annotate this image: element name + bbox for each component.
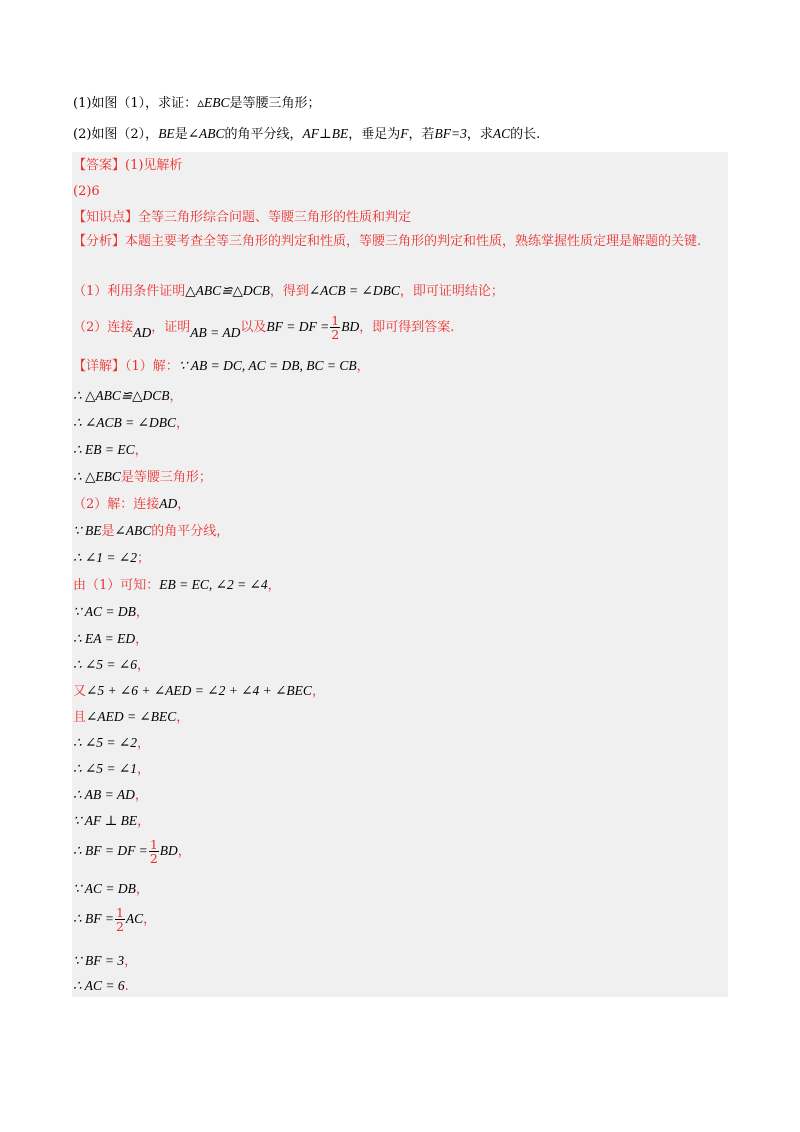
detail-line-5 [73, 468, 212, 487]
math: EB = EC, ∠2 = ∠4 [159, 577, 268, 592]
text: （2）连接 [73, 320, 134, 335]
text: ， [136, 736, 150, 751]
q2-math: F [400, 126, 409, 141]
q1-text-end: 是等腰三角形； [229, 96, 321, 111]
text: ， [177, 844, 191, 859]
text: ， [175, 416, 189, 431]
detail-line-17 [73, 786, 148, 805]
text: ， [134, 443, 148, 458]
answer-result-line: (2)6 [73, 184, 100, 199]
analysis-paragraph: 【分析】本题主要考查全等三角形的判定和性质，等腰三角形的判定和性质，熟练掌握性质定理是解题的关键. [73, 234, 702, 249]
text: 又 [73, 684, 87, 699]
detail-line-12 [73, 656, 150, 675]
text: ，即可证明结论； [399, 284, 504, 299]
detail-line-2 [73, 387, 183, 406]
question-part-1 [73, 93, 320, 114]
text: ， [137, 814, 151, 829]
q1-math: ▵EBC [197, 95, 230, 110]
detail-line-14 [73, 708, 189, 727]
math: ∵ AC = DB [73, 881, 136, 896]
knowledge-point-line: 【知识点】全等三角形综合问题、等腰三角形的性质和判定 [73, 210, 412, 225]
text: ， [311, 684, 325, 699]
math: ∴ BF = [73, 911, 114, 926]
detail-line-23 [73, 977, 129, 996]
analysis-step-2 [73, 314, 454, 341]
text: ， [136, 658, 150, 673]
q2-text: ，若 [408, 127, 435, 142]
math: ∠ABC [114, 523, 152, 538]
math: AD [133, 325, 152, 340]
detail-line-21 [73, 906, 156, 933]
text: ， [356, 359, 370, 374]
math: BF = DF = [266, 319, 330, 334]
math: ∠ACB = ∠DBC [308, 283, 400, 298]
detail-line-4 [73, 441, 148, 460]
detail-line-11 [73, 630, 148, 649]
math: ∴ ∠5 = ∠6 [73, 657, 137, 672]
text: ， [177, 497, 191, 512]
q2-text: (2)如图（2）， [73, 127, 159, 142]
text: （2）解：连接 [73, 497, 160, 512]
text: ， [136, 762, 150, 777]
detail-line-16 [73, 760, 150, 779]
fraction-numerator: 1 [115, 905, 124, 920]
text: ， [267, 578, 281, 593]
fraction-denominator: 2 [115, 919, 124, 934]
math: ∵ BE [73, 523, 102, 538]
math: ∴ △EBC [73, 469, 121, 484]
q2-math: AF⊥BE [302, 126, 349, 141]
detail-line-15 [73, 734, 150, 753]
detail-line-3 [73, 414, 189, 433]
q1-text: (1)如图（1），求证： [73, 96, 198, 111]
text: ； [136, 551, 150, 566]
math: ∴ EB = EC [73, 442, 135, 457]
math: ∴ AC = 6 [73, 978, 125, 993]
q2-math: ∠ABC [187, 126, 225, 141]
text: 是 [101, 524, 115, 539]
fraction-numerator: 1 [149, 837, 158, 852]
math: ∵ AB = DC, AC = DB, BC = CB [178, 358, 357, 373]
math: ∴ △ABC≌△DCB [73, 388, 170, 403]
math: ∵ AF ⊥ BE [73, 813, 138, 828]
math: ∴ AB = AD [73, 787, 135, 802]
fraction-half [115, 906, 125, 933]
text: 是等腰三角形； [120, 470, 212, 485]
text: ， [176, 710, 190, 725]
math: ∴ ∠1 = ∠2 [73, 550, 137, 565]
q2-text: ，垂足为 [348, 127, 401, 142]
math: AD [159, 496, 178, 511]
q2-text: 是 [174, 127, 188, 142]
math: AC [125, 911, 144, 926]
math: ∵ BF = 3 [73, 953, 125, 968]
text: 且 [73, 710, 87, 725]
detail-line-8 [73, 549, 150, 568]
text: ， [124, 954, 138, 969]
q2-math: AC [492, 126, 511, 141]
detail-line-13 [73, 682, 325, 701]
math: ∵ AC = DB [73, 604, 136, 619]
text: 的角平分线， [151, 524, 230, 539]
detail-line-19 [73, 838, 191, 865]
fraction-half [149, 838, 159, 865]
detail-line-10 [73, 603, 149, 622]
text: ， [134, 788, 148, 803]
q2-math: BF=3 [434, 126, 467, 141]
text: （1）利用条件证明 [73, 284, 186, 299]
detail-line-9 [73, 576, 281, 595]
text: 以及 [240, 320, 267, 335]
text: ，即可得到答案. [359, 320, 455, 335]
fraction-denominator: 2 [331, 327, 340, 342]
detail-line-7 [73, 522, 229, 541]
fraction-denominator: 2 [149, 851, 158, 866]
text: ， [135, 605, 149, 620]
answer-line: 【答案】(1)见解析 [73, 158, 183, 173]
fraction-numerator: 1 [331, 313, 340, 328]
math: BD [159, 843, 178, 858]
math: ∴ EA = ED [73, 631, 136, 646]
text: ，证明 [151, 320, 191, 335]
text: ， [169, 389, 183, 404]
detail-line-20 [73, 880, 149, 899]
detail-line-22 [73, 952, 137, 971]
math: ∴ ∠5 = ∠1 [73, 761, 137, 776]
text: ， [143, 912, 157, 927]
answer-panel [72, 152, 728, 997]
text: 由（1）可知： [73, 578, 160, 593]
text: 【详解】（1）解： [73, 359, 179, 374]
math: ∠AED = ∠BEC [86, 709, 177, 724]
q2-text: ，求 [466, 127, 493, 142]
math: △ABC≌△DCB [185, 283, 270, 298]
q2-math: BE [158, 126, 175, 141]
text: ， [135, 632, 149, 647]
math: ∴ ∠5 = ∠2 [73, 735, 137, 750]
text: . [124, 979, 129, 994]
question-part-2 [73, 124, 540, 145]
q2-text: 的角平分线， [224, 127, 303, 142]
q2-text: 的长. [510, 127, 541, 142]
text: ，得到 [269, 284, 309, 299]
analysis-step-1 [73, 282, 504, 301]
detail-line-18 [73, 812, 150, 831]
text: ， [135, 882, 149, 897]
math: BD [341, 319, 360, 334]
fraction-half [330, 314, 340, 341]
detail-line-6 [73, 495, 190, 514]
math: ∠5 + ∠6 + ∠AED = ∠2 + ∠4 + ∠BEC [86, 683, 312, 698]
detail-line-1 [73, 357, 370, 376]
math: AB = AD [190, 325, 241, 340]
math: ∴ ∠ACB = ∠DBC [73, 415, 176, 430]
math: ∴ BF = DF = [73, 843, 148, 858]
